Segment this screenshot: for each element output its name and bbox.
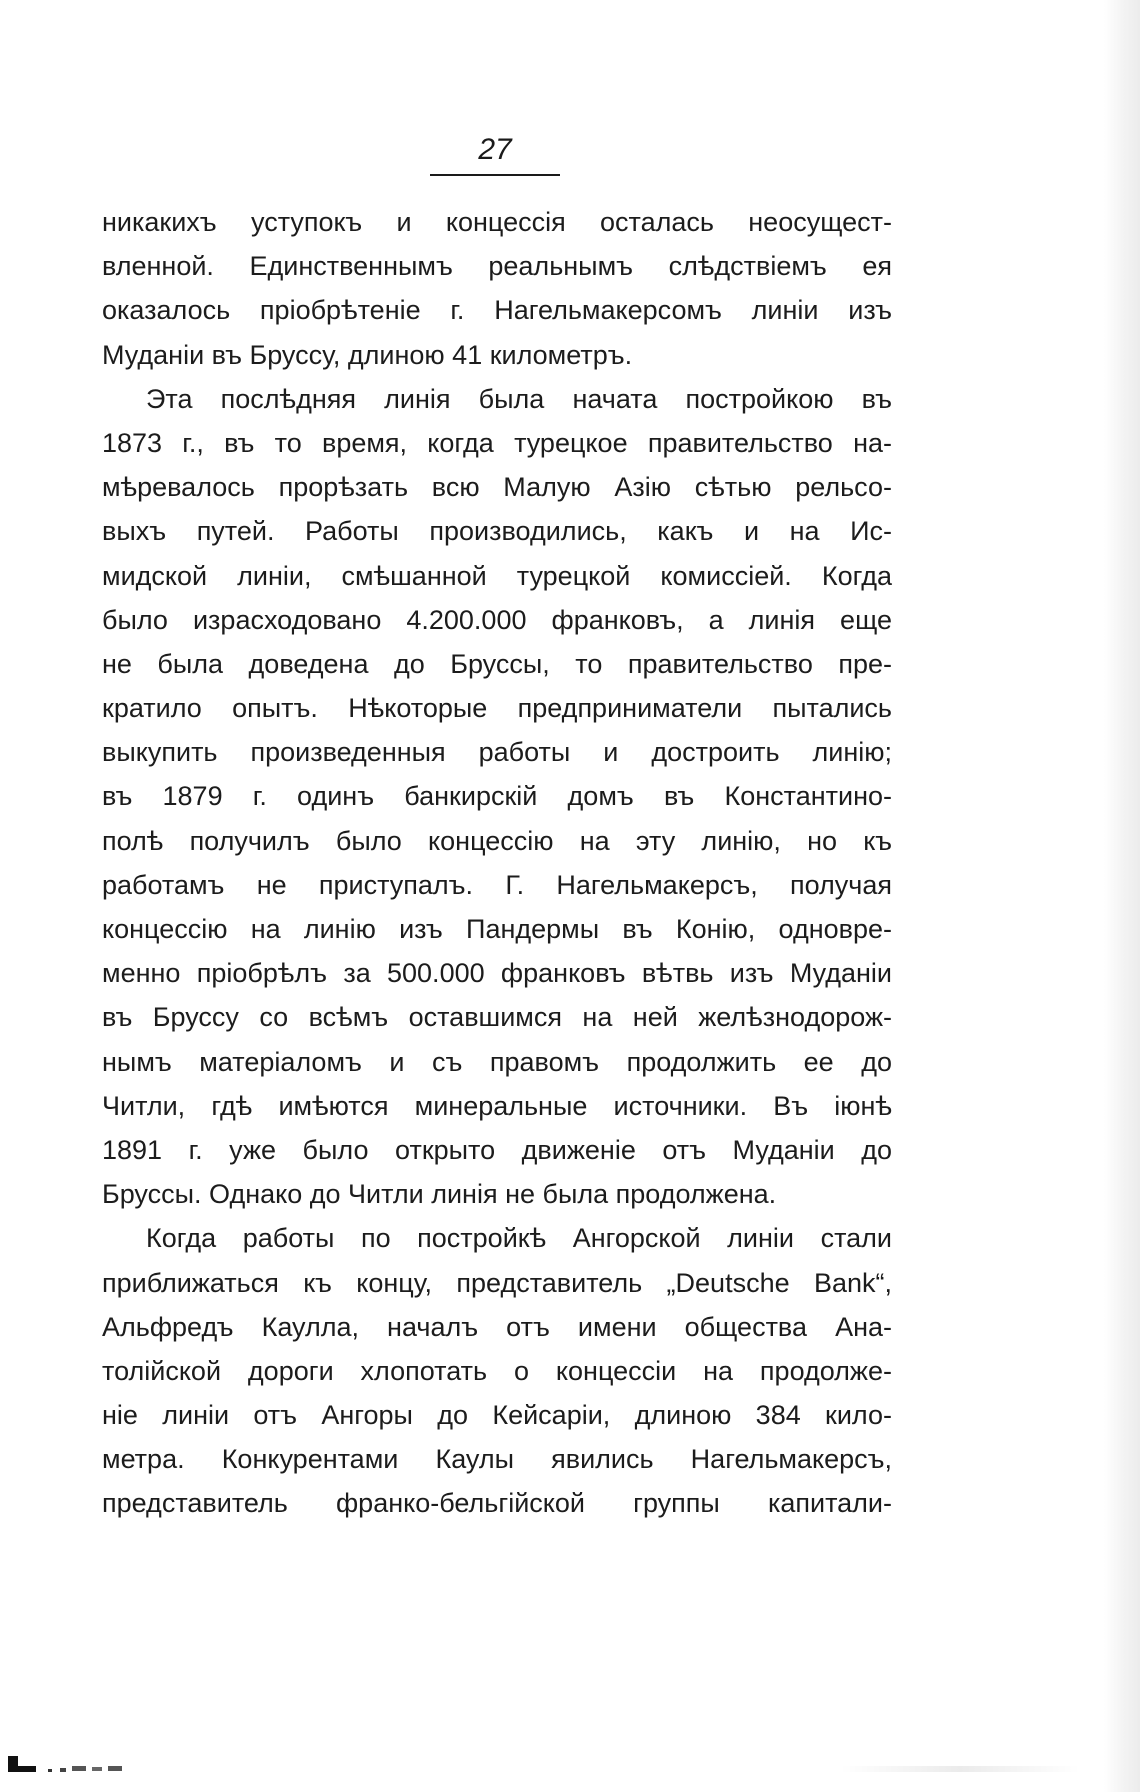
scan-artifact-mark	[8, 1754, 208, 1776]
text-line: полѣ получилъ было концессію на эту линію, но къ	[102, 825, 892, 856]
text-line: представитель франко-бельгійской группы капитали-	[102, 1488, 892, 1519]
text-line: никакихъ уступокъ и концессія осталась неосущест-	[102, 207, 892, 237]
text-line: ніе линіи отъ Ангоры до Кейсаріи, длиною 384 кило-	[102, 1400, 892, 1431]
text-line: менно пріобрѣлъ за 500.000 франковъ вѣтвь изъ Муданіи	[102, 958, 892, 989]
text-line: метра. Конкурентами Каулы явились Нагельмакерсъ,	[102, 1444, 892, 1475]
text-line: Бруссы. Однако до Читли линія не была продолжена.	[102, 1179, 777, 1210]
text-line: выхъ путей. Работы производились, какъ и на Ис-	[102, 516, 892, 547]
text-line: концессію на линію изъ Пандермы въ Конію, одновре-	[102, 914, 892, 944]
text-line: было израсходовано 4.200.000 франковъ, а линія еще	[102, 604, 892, 635]
text-line: оказалось пріобрѣтеніе г. Нагельмакерсомъ линіи изъ	[102, 295, 892, 326]
body-text	[102, 200, 892, 1526]
text-line: приближаться къ концу, представитель „Deutsche Bank“,	[102, 1267, 892, 1298]
text-line: кратило опытъ. Нѣкоторые предприниматели пытались	[102, 693, 892, 724]
page-number-rule	[430, 174, 560, 176]
page-bottom-shadow	[840, 1766, 1080, 1772]
text-line: Читли, гдѣ имѣются минеральные источники. Въ іюнѣ	[102, 1090, 892, 1121]
text-line: мидской линіи, смѣшанной турецкой комиссіей. Когда	[102, 560, 892, 591]
text-line: нымъ матеріаломъ и съ правомъ продолжить ее до	[102, 1046, 892, 1077]
text-line: Альфредъ Каулла, началъ отъ имени общества Ана-	[102, 1311, 892, 1342]
text-line: работамъ не приступалъ. Г. Нагельмакерсъ, получая	[102, 869, 892, 900]
page-edge-shadow	[1104, 0, 1140, 1792]
page-number: 27	[478, 133, 512, 166]
text-line: Эта послѣдняя линія была начата постройкою въ	[146, 383, 892, 414]
text-line: Муданіи въ Бруссу, длиною 41 километръ.	[102, 339, 633, 370]
text-line: Когда работы по постройкѣ Ангорской линіи стали	[146, 1223, 892, 1254]
text-line: толійской дороги хлопотать о концессіи на продолже-	[102, 1355, 892, 1386]
text-line: 1891 г. уже было открыто движеніе отъ Муданіи до	[102, 1134, 892, 1165]
text-line: 1873 г., въ то время, когда турецкое правительство на-	[102, 427, 892, 458]
text-line: въ 1879 г. одинъ банкирскій домъ въ Константино-	[102, 781, 892, 812]
text-line: не была доведена до Бруссы, то правительство пре-	[102, 648, 892, 679]
text-line: выкупить произведенныя работы и достроить линію;	[102, 737, 892, 768]
text-line: въ Бруссу со всѣмъ оставшимся на ней желѣзнодорож-	[102, 1002, 892, 1033]
text-line: вленной. Единственнымъ реальнымъ слѣдствіемъ ея	[102, 251, 892, 282]
text-line: мѣревалось прорѣзать всю Малую Азію сѣтью рельсо-	[102, 472, 892, 503]
